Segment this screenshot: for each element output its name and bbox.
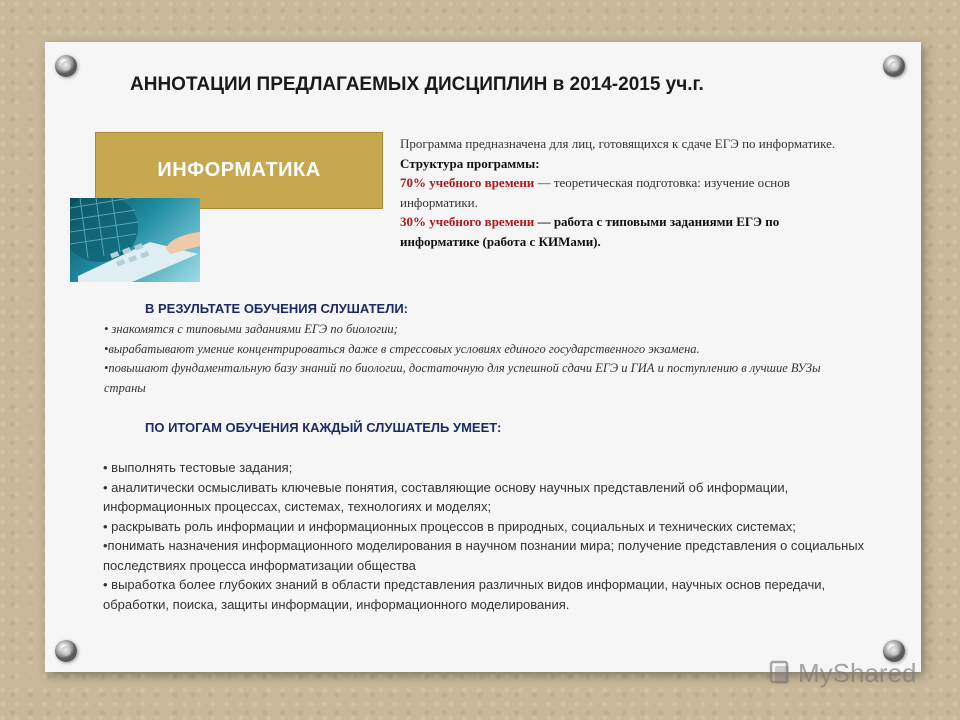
skills-list bbox=[103, 458, 873, 614]
pin-icon bbox=[55, 640, 77, 662]
part2-percent: 30% учебного времени bbox=[400, 214, 535, 229]
skills-heading: ПО ИТОГАМ ОБУЧЕНИЯ КАЖДЫЙ СЛУШАТЕЛЬ УМЕЕТ: bbox=[145, 420, 502, 435]
watermark-logo bbox=[768, 657, 917, 689]
list-item: •понимать назначения информационного моделирования в научном познании мира; получение представления о социальных последствиях процесса информатизации общества bbox=[103, 538, 865, 573]
part2-text: — работа с типовыми заданиями ЕГЭ по информатике (работа с КИМами). bbox=[400, 214, 780, 249]
program-description bbox=[400, 134, 860, 251]
list-item: • аналитически осмысливать ключевые понятия, составляющие основу научных представлений об информации, информационных процессах, системах, технологиях и моделях; bbox=[103, 479, 789, 514]
structure-part-2 bbox=[400, 212, 860, 251]
list-item: • знакомятся с типовыми заданиями ЕГЭ по биологии; bbox=[104, 322, 398, 336]
structure-label: Структура программы: bbox=[400, 155, 540, 171]
list-item: •повышают фундаментальную базу знаний по биологии, достаточную для успешной сдачи ЕГЭ и ГИА и поступлению в лучшие ВУЗы страны bbox=[104, 361, 821, 395]
list-item: •вырабатывают умение концентрироваться даже в стрессовых условиях единого государственного экзамена. bbox=[104, 341, 700, 356]
page-title: АННОТАЦИИ ПРЕДЛАГАЕМЫХ ДИСЦИПЛИН в 2014-2015 уч.г. bbox=[130, 74, 704, 95]
part1-percent: 70% учебного времени bbox=[400, 175, 535, 190]
results-list bbox=[104, 320, 884, 398]
structure-part-1 bbox=[400, 173, 860, 212]
subject-label: ИНФОРМАТИКА bbox=[157, 159, 321, 181]
pin-icon bbox=[55, 55, 77, 77]
intro-line: Программа предназначена для лиц, готовящихся к сдаче ЕГЭ по информатике. bbox=[400, 136, 836, 151]
results-heading: В РЕЗУЛЬТАТЕ ОБУЧЕНИЯ СЛУШАТЕЛИ: bbox=[145, 301, 409, 316]
list-item: • раскрывать роль информации и информационных процессов в природных, социальных и технических системах; bbox=[103, 518, 796, 534]
list-item: • выработка более глубоких знаний в области представления различных видов информации, научных основ передачи, обработки, поиска, защиты информации, информационного моделирования. bbox=[103, 577, 826, 612]
pin-icon bbox=[883, 55, 905, 77]
document-icon bbox=[768, 660, 792, 686]
list-item: • выполнять тестовые задания; bbox=[103, 460, 293, 475]
keyboard-hand-image bbox=[70, 198, 200, 282]
part1-text: — теоретическая подготовка: изучение основ информатики. bbox=[400, 175, 790, 210]
watermark-text: MyShared bbox=[798, 657, 917, 688]
